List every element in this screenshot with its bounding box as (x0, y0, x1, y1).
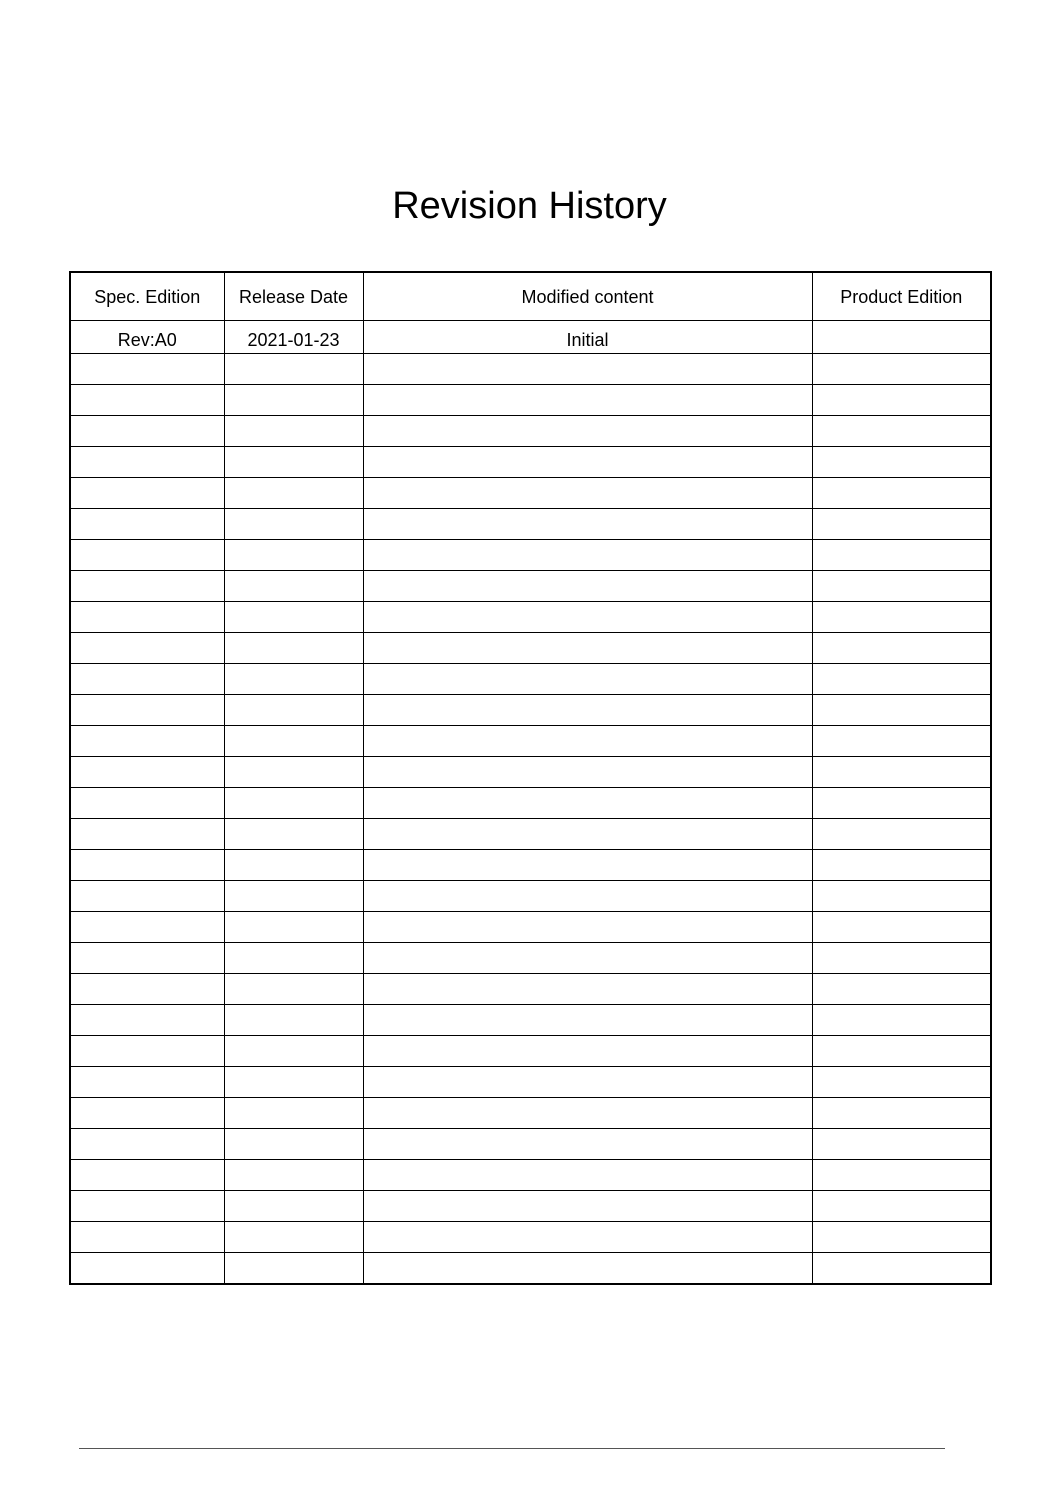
table-row (70, 602, 991, 633)
cell-modified-content (363, 354, 812, 385)
table-row (70, 943, 991, 974)
cell-product-edition (812, 447, 991, 478)
table-row (70, 354, 991, 385)
cell-release-date (224, 1160, 363, 1191)
table-row (70, 1191, 991, 1222)
cell-modified-content (363, 1253, 812, 1285)
cell-product-edition (812, 850, 991, 881)
cell-modified-content (363, 726, 812, 757)
cell-spec-edition (70, 447, 224, 478)
cell-modified-content (363, 850, 812, 881)
cell-spec-edition (70, 1160, 224, 1191)
cell-modified-content (363, 881, 812, 912)
cell-modified-content (363, 1005, 812, 1036)
header-row (70, 272, 991, 321)
cell-release-date (224, 416, 363, 447)
cell-product-edition (812, 1129, 991, 1160)
cell-modified-content (363, 416, 812, 447)
cell-modified-content (363, 1222, 812, 1253)
cell-product-edition (812, 788, 991, 819)
cell-spec-edition (70, 354, 224, 385)
table-row (70, 881, 991, 912)
cell-product-edition (812, 1036, 991, 1067)
table-row (70, 726, 991, 757)
cell-release-date (224, 695, 363, 726)
cell-modified-content (363, 509, 812, 540)
cell-spec-edition (70, 1098, 224, 1129)
table-row (70, 819, 991, 850)
cell-spec-edition (70, 1222, 224, 1253)
table-row (70, 571, 991, 602)
header-product-edition: Product Edition (812, 272, 991, 321)
cell-modified-content (363, 571, 812, 602)
cell-product-edition (812, 602, 991, 633)
cell-modified-content (363, 819, 812, 850)
cell-product-edition (812, 1191, 991, 1222)
cell-modified-content (363, 478, 812, 509)
cell-spec-edition (70, 1191, 224, 1222)
cell-product-edition (812, 1253, 991, 1285)
cell-product-edition (812, 695, 991, 726)
cell-spec-edition (70, 819, 224, 850)
footer-divider (79, 1448, 945, 1449)
cell-modified-content (363, 540, 812, 571)
cell-product-edition (812, 664, 991, 695)
cell-release-date (224, 447, 363, 478)
cell-release-date (224, 1222, 363, 1253)
cell-release-date (224, 819, 363, 850)
cell-modified-content (363, 943, 812, 974)
cell-spec-edition (70, 726, 224, 757)
cell-release-date (224, 757, 363, 788)
cell-spec-edition (70, 416, 224, 447)
cell-spec-edition (70, 540, 224, 571)
table-row (70, 1160, 991, 1191)
table-row (70, 974, 991, 1005)
cell-product-edition (812, 1160, 991, 1191)
cell-spec-edition (70, 881, 224, 912)
cell-spec-edition (70, 912, 224, 943)
cell-modified-content (363, 912, 812, 943)
table-row (70, 416, 991, 447)
cell-release-date (224, 1191, 363, 1222)
cell-release-date (224, 509, 363, 540)
cell-release-date (224, 633, 363, 664)
cell-product-edition (812, 726, 991, 757)
table-row (70, 1129, 991, 1160)
cell-spec-edition (70, 602, 224, 633)
cell-product-edition (812, 912, 991, 943)
cell-modified-content (363, 1160, 812, 1191)
cell-release-date (224, 540, 363, 571)
cell-modified-content (363, 1098, 812, 1129)
cell-release-date (224, 974, 363, 1005)
cell-spec-edition (70, 664, 224, 695)
table-row (70, 1067, 991, 1098)
header-modified-content: Modified content (363, 272, 812, 321)
cell-spec-edition (70, 943, 224, 974)
table-row (70, 1005, 991, 1036)
table-row (70, 1098, 991, 1129)
cell-release-date (224, 478, 363, 509)
cell-product-edition (812, 1067, 991, 1098)
cell-modified-content (363, 757, 812, 788)
table-row (70, 1222, 991, 1253)
cell-product-edition (812, 321, 991, 354)
cell-spec-edition (70, 633, 224, 664)
cell-product-edition (812, 881, 991, 912)
table-row (70, 757, 991, 788)
cell-modified-content (363, 602, 812, 633)
cell-spec-edition (70, 1005, 224, 1036)
cell-product-edition (812, 571, 991, 602)
cell-modified-content (363, 664, 812, 695)
cell-release-date (224, 1129, 363, 1160)
cell-release-date (224, 850, 363, 881)
table-row (70, 1036, 991, 1067)
table-body (70, 321, 991, 1285)
table-row (70, 447, 991, 478)
cell-product-edition (812, 819, 991, 850)
cell-spec-edition (70, 1253, 224, 1285)
cell-modified-content (363, 633, 812, 664)
cell-product-edition (812, 1005, 991, 1036)
cell-modified-content (363, 385, 812, 416)
table-row (70, 912, 991, 943)
table-row (70, 695, 991, 726)
page-title: Revision History (392, 185, 667, 227)
cell-spec-edition (70, 757, 224, 788)
table-row (70, 509, 991, 540)
cell-release-date (224, 726, 363, 757)
cell-release-date (224, 664, 363, 695)
cell-modified-content (363, 1191, 812, 1222)
cell-release-date (224, 1005, 363, 1036)
cell-release-date (224, 1067, 363, 1098)
cell-product-edition (812, 974, 991, 1005)
cell-release-date (224, 602, 363, 633)
cell-product-edition (812, 1222, 991, 1253)
table-row (70, 633, 991, 664)
cell-product-edition (812, 478, 991, 509)
cell-product-edition (812, 354, 991, 385)
cell-modified-content (363, 447, 812, 478)
cell-modified-content (363, 1129, 812, 1160)
cell-spec-edition (70, 1129, 224, 1160)
cell-modified-content (363, 788, 812, 819)
table-row (70, 850, 991, 881)
cell-spec-edition (70, 788, 224, 819)
revision-history-table (69, 271, 992, 1285)
cell-modified-content (363, 974, 812, 1005)
table-row (70, 1253, 991, 1285)
cell-spec-edition (70, 974, 224, 1005)
cell-modified-content (363, 1036, 812, 1067)
cell-modified-content (363, 1067, 812, 1098)
cell-release-date (224, 881, 363, 912)
cell-spec-edition (70, 1036, 224, 1067)
cell-spec-edition (70, 695, 224, 726)
cell-product-edition (812, 943, 991, 974)
cell-spec-edition (70, 1067, 224, 1098)
cell-product-edition (812, 416, 991, 447)
table-header (70, 272, 991, 321)
cell-spec-edition: Rev:A0 (70, 321, 224, 354)
cell-spec-edition (70, 850, 224, 881)
cell-release-date (224, 571, 363, 602)
cell-modified-content (363, 695, 812, 726)
cell-release-date (224, 788, 363, 819)
table-row (70, 385, 991, 416)
table-row (70, 478, 991, 509)
cell-release-date (224, 385, 363, 416)
cell-product-edition (812, 540, 991, 571)
cell-release-date (224, 912, 363, 943)
cell-release-date (224, 354, 363, 385)
table-row (70, 321, 991, 354)
cell-spec-edition (70, 509, 224, 540)
cell-release-date (224, 1036, 363, 1067)
table-row (70, 788, 991, 819)
cell-release-date (224, 1253, 363, 1285)
cell-product-edition (812, 385, 991, 416)
table-row (70, 540, 991, 571)
cell-product-edition (812, 757, 991, 788)
cell-product-edition (812, 509, 991, 540)
cell-release-date (224, 1098, 363, 1129)
cell-product-edition (812, 633, 991, 664)
table-row (70, 664, 991, 695)
cell-spec-edition (70, 571, 224, 602)
header-spec-edition: Spec. Edition (70, 272, 224, 321)
cell-product-edition (812, 1098, 991, 1129)
cell-release-date: 2021-01-23 (224, 321, 363, 354)
cell-release-date (224, 943, 363, 974)
header-release-date: Release Date (224, 272, 363, 321)
cell-modified-content: Initial (363, 321, 812, 354)
cell-spec-edition (70, 478, 224, 509)
cell-spec-edition (70, 385, 224, 416)
